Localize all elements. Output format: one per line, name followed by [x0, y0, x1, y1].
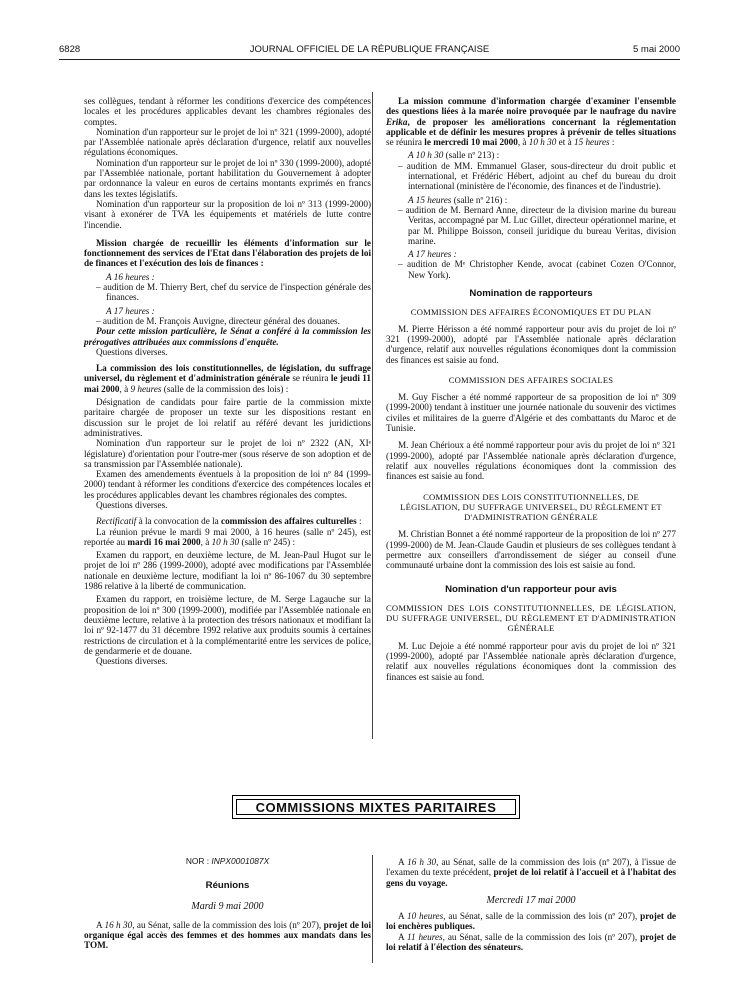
column-divider-bottom	[372, 855, 373, 963]
paragraph: M. Guy Fischer a été nommé rapporteur de sa proposition de loi nº 309 (1999-2000) tendant à instituer une journée nationale du souvenir des victimes civiles et militaires de la guerre d'Algérie et des combattants du Maroc et de Tunisie.	[386, 392, 676, 434]
date-heading: Mercredi 17 mai 2000	[486, 894, 576, 906]
paragraph: Nomination d'un rapporteur sur le projet de loi nº 2322 (AN, XIᵉ législature) d'orientation pour l'outre-mer (sous réserve de son adoption et de sa transmission par l'Assemblée nationale).	[84, 438, 371, 469]
paragraph: Nomination d'un rapporteur sur la proposition de loi nº 313 (1999-2000) visant à exonérer de TVA les équipements et matériels de lutte contre l'incendie.	[84, 198, 371, 230]
commission-heading: COMMISSION DES AFFAIRES ÉCONOMIQUES ET DU PLAN	[410, 307, 652, 318]
bottom-left-column	[84, 856, 371, 951]
time-label: A 10 h 30 (salle nº 213) :	[408, 150, 500, 161]
page-number: 6828	[59, 44, 81, 55]
rectificatif-notice: Rectificatif à la convocation de la commission des affaires culturelles :	[96, 516, 362, 527]
right-column	[386, 96, 676, 682]
commission-heading: COMMISSION DES LOIS CONSTITUTIONNELLES, DE LÉGISLATION, DU SUFFRAGE UNIVERSEL, DU RÈGLEMENT ET D'ADMINISTRATION GÉNÉRALE	[400, 491, 662, 523]
paragraph: Examen du rapport, en deuxième lecture, de M. Jean-Paul Hugot sur le projet de loi nº 286 (1999-2000), adopté avec modifications par l'Assemblée nationale en deuxième lecture, modifiant la loi nº 86-1067 du 30 septembre 1986 relative à la liberté de communication.	[84, 550, 371, 592]
paragraph: Questions diverses.	[96, 346, 168, 357]
list-item: – audition de M. François Auvigne, directeur général des douanes.	[96, 315, 340, 326]
header-rule	[59, 59, 680, 60]
time-label: A 17 heures :	[408, 249, 457, 260]
bottom-right-column	[386, 857, 676, 952]
time-label: A 16 heures :	[106, 271, 155, 282]
mission-commune-notice: La mission commune d'information chargée d'examiner l'ensemble des questions liées à la marée noire provoquée par le naufrage du navire Erika, de proposer les améliorations concernant la réglementation applicable et de définir les mesures propres à prévenir de telles situations se réunira le mercredi 10 mai 2000, à 10 h 30 et à 15 heures :	[386, 96, 676, 148]
meeting-item: A 16 h 30, au Sénat, salle de la commission des lois (nº 207), projet de loi organique égal accès des femmes et des hommes aux mandats dans les TOM.	[84, 919, 372, 951]
paragraph: M. Christian Bonnet a été nommé rapporteur de la proposition de loi nº 277 (1999-2000) de M. Jean-Claude Gaudin et plusieurs de ses collègues tendant à permettre aux conseillers d'arrondissement de siéger au conseil d'une communauté urbaine dont la commission des lois est saisie au fond.	[386, 529, 676, 571]
paragraph: Examen des amendements éventuels à la proposition de loi nº 84 (1999-2000) tendant à réformer les conditions d'exercice des compétences locales et les procédures applicables devant les chambres régionales des comptes.	[84, 469, 371, 500]
mission-note: Pour cette mission particulière, le Sénat a conféré à la commission les prérogatives attribuées aux commissions d'enquête.	[84, 326, 371, 347]
list-item: – audition de MM. Emmanuel Glaser, sous-directeur du droit public et international, et Frédéric Hébert, adjoint au chef du bureau du droit international (ministère de l'économie, des finances et de l'industrie).	[398, 160, 676, 192]
list-item: – audition de Mᵉ Christopher Kende, avocat (cabinet Cozen O'Connor, New York).	[398, 259, 676, 280]
meeting-item: A 16 h 30, au Sénat, salle de la commission des lois (nº 207), à l'issue de l'examen du texte précédent, projet de loi relatif à l'accueil et à l'habitat des gens du voyage.	[386, 857, 676, 888]
section-heading: Réunions	[205, 880, 250, 892]
banner-title: COMMISSIONS MIXTES PARITAIRES	[255, 799, 497, 815]
paragraph: Nomination d'un rapporteur sur le projet de loi nº 330 (1999-2000), adopté par l'Assemblée nationale, portant habilitation du Gouvernement à adopter par ordonnance la valeur en euros de certains montants exprimés en francs dans les textes législatifs.	[84, 157, 371, 199]
paragraph: Questions diverses.	[96, 656, 168, 667]
meeting-item: A 11 heures, au Sénat, salle de la commission des lois (nº 207), projet de loi relatif à l'élection des sénateurs.	[386, 931, 676, 953]
paragraph: Nomination d'un rapporteur sur le projet de loi nº 321 (1999-2000), adopté par l'Assemblée nationale après déclaration d'urgence, relatif aux nouvelles régulations économiques.	[84, 126, 371, 158]
section-heading: Nomination de rapporteurs	[469, 288, 593, 300]
nor-reference: NOR : INPX0001087X	[185, 856, 270, 866]
section-banner	[232, 795, 520, 819]
list-item: – audition de M. Bernard Anne, directeur de la division marine du bureau Veritas, accompagné par M. Luc Gillet, directeur opérationnel marine, et par M. Philippe Boisson, conseil juridique du bureau Veritas, division marine.	[398, 204, 676, 246]
paragraph: M. Pierre Hérisson a été nommé rapporteur pour avis du projet de loi nº 321 (1999-2000), adopté par l'Assemblée nationale après déclaration d'urgence, relatif aux nouvelles régulations économiques dont la commission des finances est saisie au fond.	[386, 323, 676, 365]
meeting-item: A 10 heures, au Sénat, salle de la commission des lois (nº 207), projet de loi enchères publiques.	[386, 911, 677, 932]
section-heading: Nomination d'un rapporteur pour avis	[445, 583, 617, 595]
page-header	[59, 44, 680, 58]
paragraph: Examen du rapport, en troisième lecture, de M. Serge Lagauche sur la proposition de loi nº 300 (1999-2000), modifiée par l'Assemblée nationale en deuxième lecture, relative à la protection des trésors nationaux et modifiant la loi nº 92-1477 du 31 décembre 1992 relative aux produits soumis à certaines restrictions de circulation et à la complémentarité entre les services de police, de gendarmerie et de douane.	[84, 594, 371, 656]
paragraph: ses collègues, tendant à réformer les conditions d'exercice des compétences locales et les procédures applicables devant les chambres régionales des comptes.	[84, 96, 371, 127]
column-divider-top	[372, 92, 373, 739]
paragraph: Questions diverses.	[96, 499, 168, 510]
reunion-notice: La réunion prévue le mardi 9 mai 2000, à 16 heures (salle nº 245), est reportée au mardi 16 mai 2000, à 10 h 30 (salle nº 245) :	[84, 526, 371, 547]
list-item: – audition de M. Thierry Bert, chef du service de l'inspection générale des finances.	[96, 282, 371, 303]
date-heading: Mardi 9 mai 2000	[191, 900, 264, 912]
issue-date: 5 mai 2000	[632, 44, 680, 55]
commission-heading: COMMISSION DES LOIS CONSTITUTIONNELLES, DE LÉGISLATION, DU SUFFRAGE UNIVERSEL, DU RÈGLEMENT ET D'ADMINISTRATION GÉNÉRALE	[386, 602, 676, 634]
commission-heading: COMMISSION DES AFFAIRES SOCIALES	[448, 374, 614, 385]
time-label: A 15 heures (salle nº 216) :	[408, 194, 508, 205]
mission-title: Mission chargée de recueillir les éléments d'information sur le fonctionnement des services de l'Etat dans l'élaboration des projets de loi de finances et l'exécution des lois de finances :	[84, 237, 371, 269]
paragraph: M. Jean Chérioux a été nommé rapporteur pour avis du projet de loi nº 321 (1999-2000), adopté par l'Assemblée nationale après déclaration d'urgence, relatif aux nouvelles régulations économiques dont la commission des finances est saisie au fond.	[386, 440, 676, 482]
paragraph: Désignation de candidats pour faire partie de la commission mixte paritaire chargée de proposer un texte sur les dispositions restant en discussion sur le projet de loi relatif au référé devant les juridictions administratives.	[84, 397, 371, 438]
commission-lois-notice: La commission des lois constitutionnelles, de législation, du suffrage universel, du règlement et d'administration générale se réunira le jeudi 11 mai 2000, à 9 heures (salle de la commission des lois) :	[84, 363, 371, 394]
time-label: A 17 heures :	[106, 305, 155, 316]
left-column	[84, 96, 371, 666]
paragraph: M. Luc Dejoie a été nommé rapporteur pour avis du projet de loi nº 321 (1999-2000), adopté par l'Assemblée nationale après déclaration d'urgence, relatif aux nouvelles régulations économiques dont la commission des finances est saisie au fond.	[386, 640, 676, 682]
journal-title: JOURNAL OFFICIEL DE LA RÉPUBLIQUE FRANÇAISE	[249, 44, 490, 55]
